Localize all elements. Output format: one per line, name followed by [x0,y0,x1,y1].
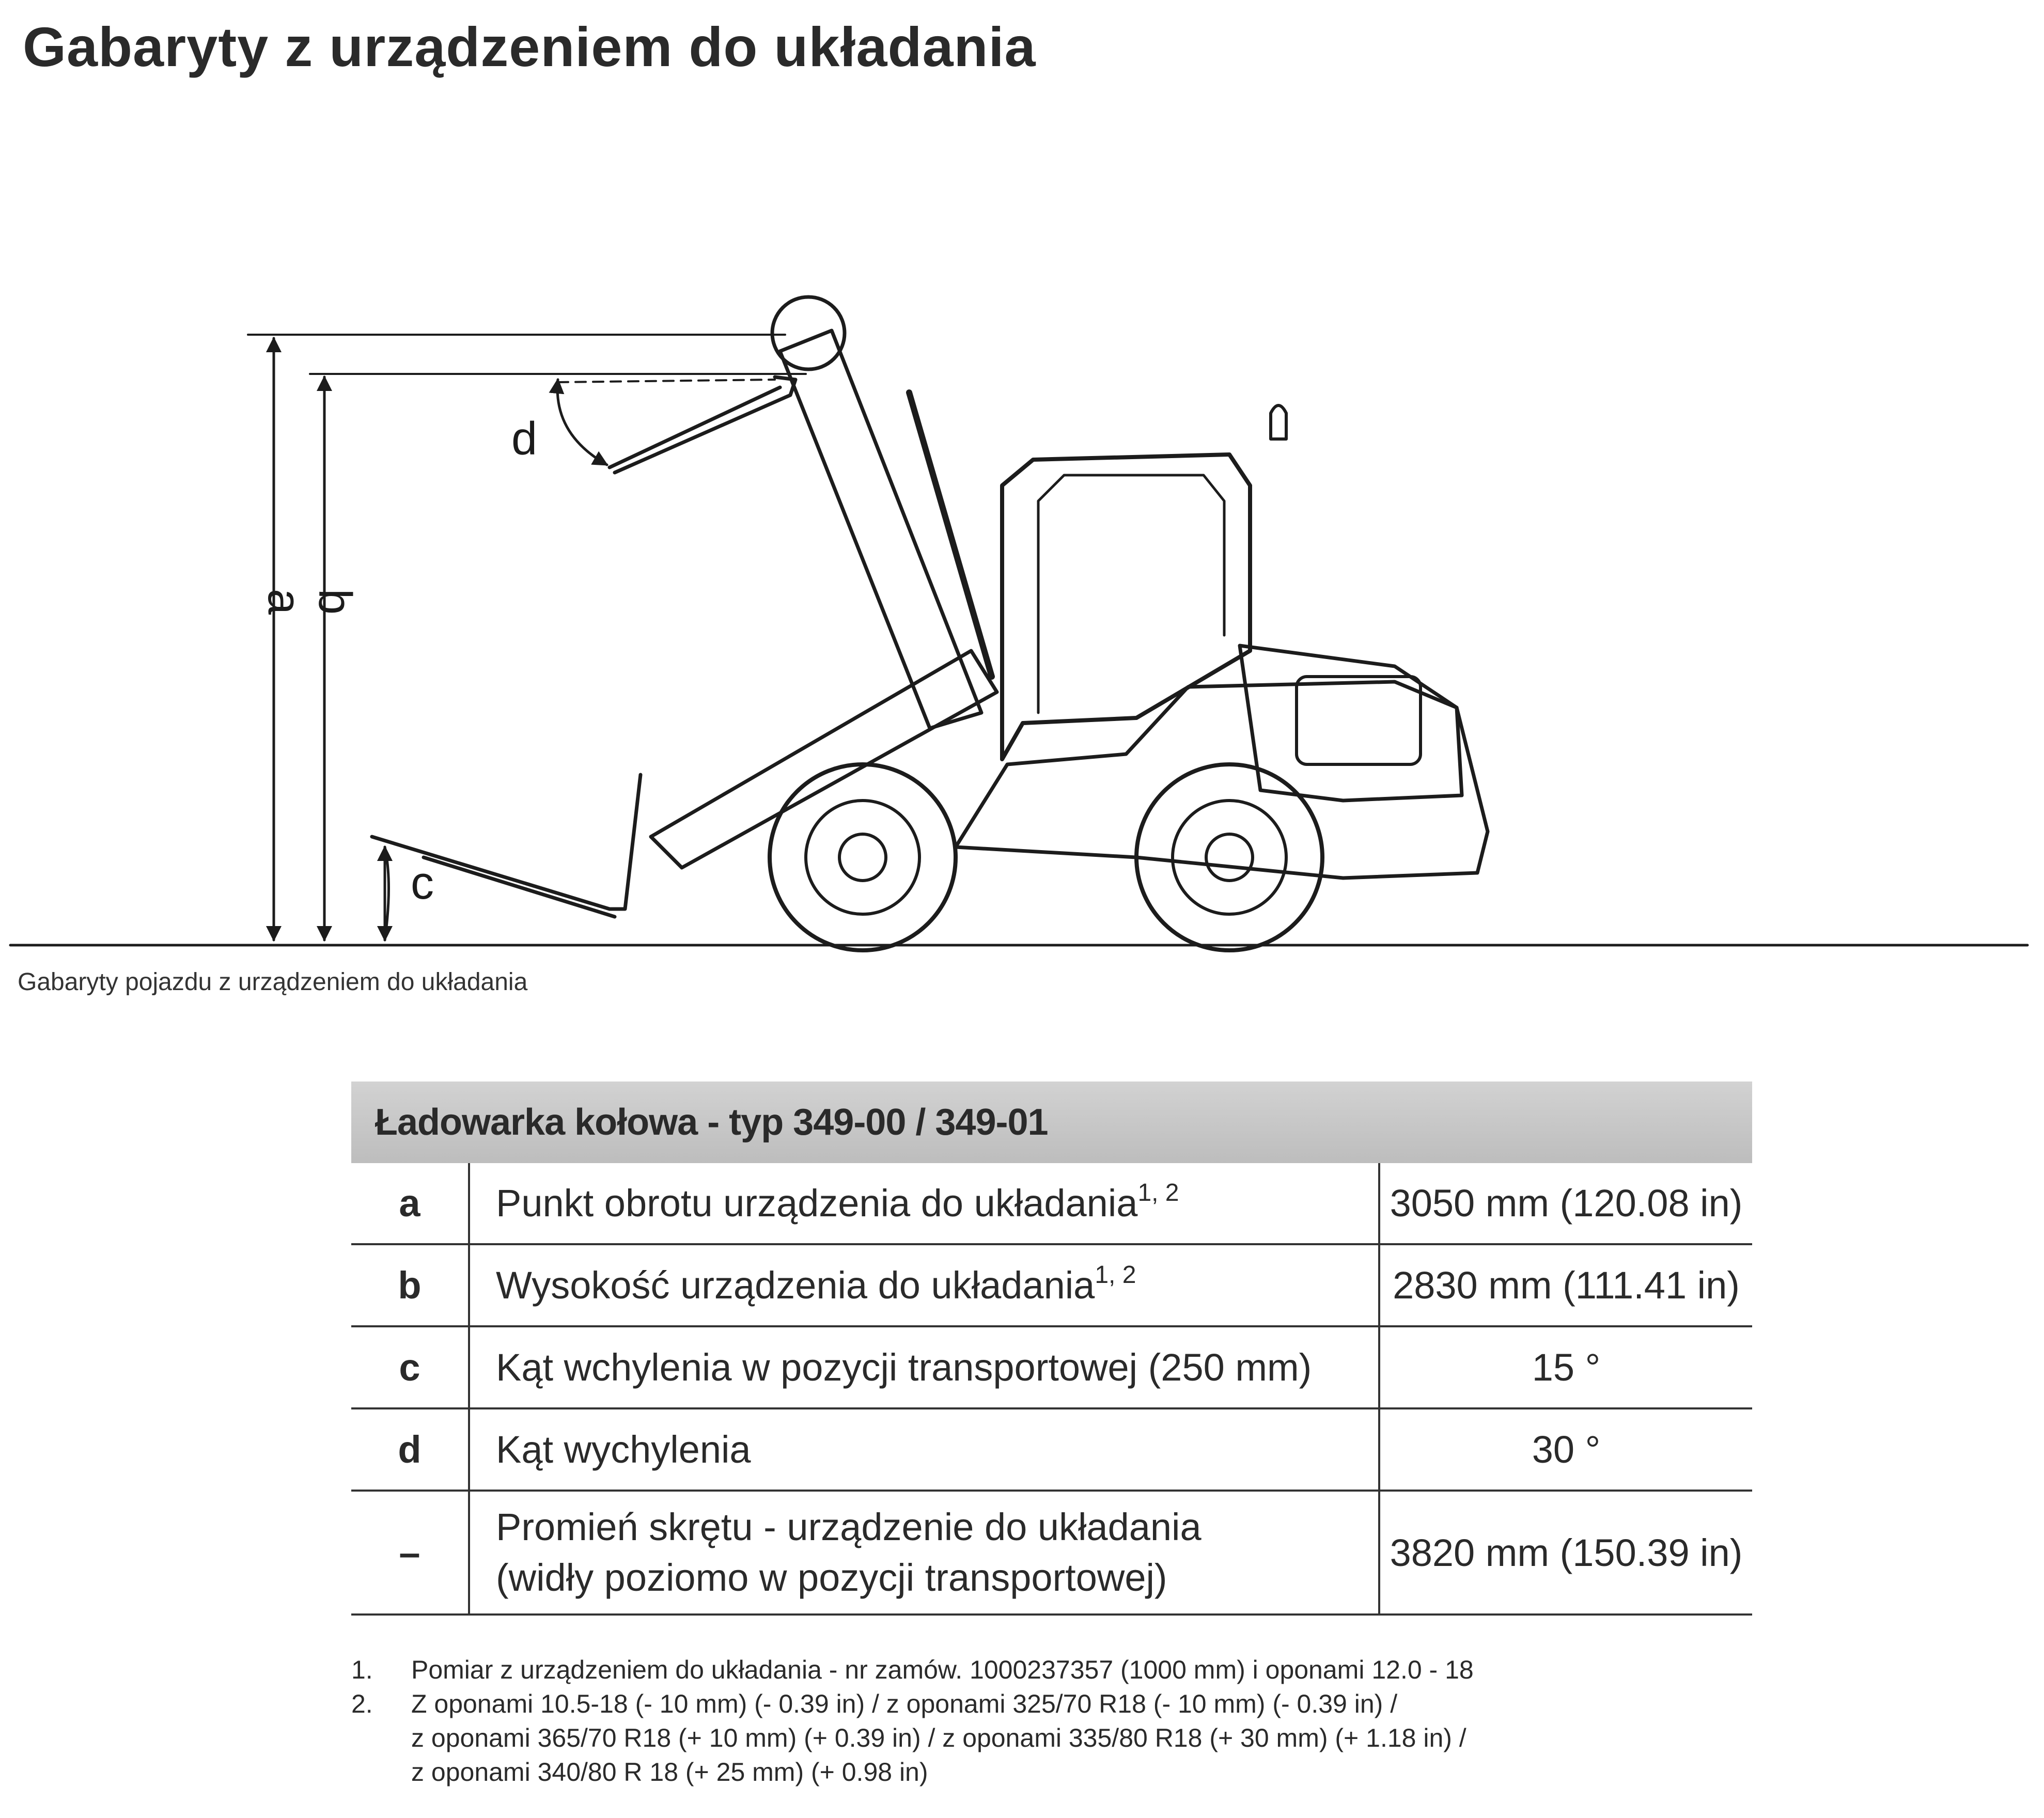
footnotes [351,1653,1798,1789]
row-description: Kąt wchylenia w pozycji transportowej (250 mm) [469,1326,1379,1408]
beacon-light [1271,405,1286,439]
rear-wheel-hub [1206,834,1253,881]
cab-window [1038,475,1224,713]
footnote-line: Pomiar z urządzeniem do układania - nr zamów. 1000237357 (1000 mm) i oponami 12.0 - 18 [411,1655,1474,1684]
front-wheel-hub [839,834,886,881]
footnote-ref: 1, 2 [1137,1179,1179,1206]
front-wheel [770,764,956,950]
row-description [469,1491,1379,1615]
row-key: d [351,1408,469,1491]
row-description-text: Wysokość urządzenia do układania [496,1263,1095,1307]
footnote-text [411,1653,1798,1687]
footnote-line: z oponami 340/80 R 18 (+ 25 mm) (+ 0.98 in) [411,1758,928,1786]
row-description: Kąt wychylenia [469,1408,1379,1491]
front-wheel-rim [806,801,919,914]
footnote-ref: 1, 2 [1095,1261,1136,1289]
row-key: a [351,1163,469,1244]
row-key: b [351,1244,469,1326]
engine-grille [1297,677,1421,764]
row-description-line2: (widły poziomo w pozycji transportowej) [496,1556,1167,1599]
footnote-number: 2. [351,1689,373,1718]
table-row [351,1491,1752,1615]
row-value: 2830 mm (111.41 in) [1379,1244,1752,1326]
loader-dimension-diagram [0,196,2044,971]
footnote-number: 1. [351,1655,373,1684]
fork-raised-dashed [558,380,775,382]
rear-wheel [1136,764,1322,950]
row-value: 30 ° [1379,1408,1752,1491]
page-title: Gabaryty z urządzeniem do układania [23,15,1036,78]
table-row [351,1163,1752,1244]
row-key: c [351,1326,469,1408]
footnote-line: Z oponami 10.5-18 (- 10 mm) (- 0.39 in) / z oponami 325/70 R18 (- 10 mm) (- 0.39 in) / [411,1689,1398,1718]
table-row [351,1244,1752,1326]
row-description [469,1163,1379,1244]
lower-linkage [651,651,997,868]
label-a: a [258,589,310,615]
row-description-line1: Promień skrętu - urządzenie do układania [496,1506,1202,1548]
row-description-text: Punkt obrotu urządzenia do układania [496,1181,1138,1225]
table-row [351,1326,1752,1408]
loader-body [956,682,1488,878]
angle-d-arc [557,380,607,465]
label-d: d [511,413,538,465]
spec-table [351,1082,1752,1616]
row-value: 3820 mm (150.39 in) [1379,1491,1752,1615]
footnote-text [411,1687,1798,1789]
figure-caption: Gabaryty pojazdu z urządzeniem do układania [18,968,528,996]
row-value: 3050 mm (120.08 in) [1379,1163,1752,1244]
label-b: b [309,589,361,615]
rear-wheel-rim [1173,801,1286,914]
footnote-line: z oponami 365/70 R18 (+ 10 mm) (+ 0.39 in) / z oponami 335/80 R18 (+ 30 mm) (+ 1.18 in) / [411,1723,1466,1752]
table-row [351,1408,1752,1491]
row-value: 15 ° [1379,1326,1752,1408]
fork-raised [610,377,795,473]
footnote [351,1653,1798,1687]
row-description [469,1244,1379,1326]
row-key: – [351,1491,469,1615]
table-header: Ładowarka kołowa - typ 349-00 / 349-01 [351,1082,1752,1163]
label-c: c [411,857,434,909]
footnote [351,1687,1798,1789]
